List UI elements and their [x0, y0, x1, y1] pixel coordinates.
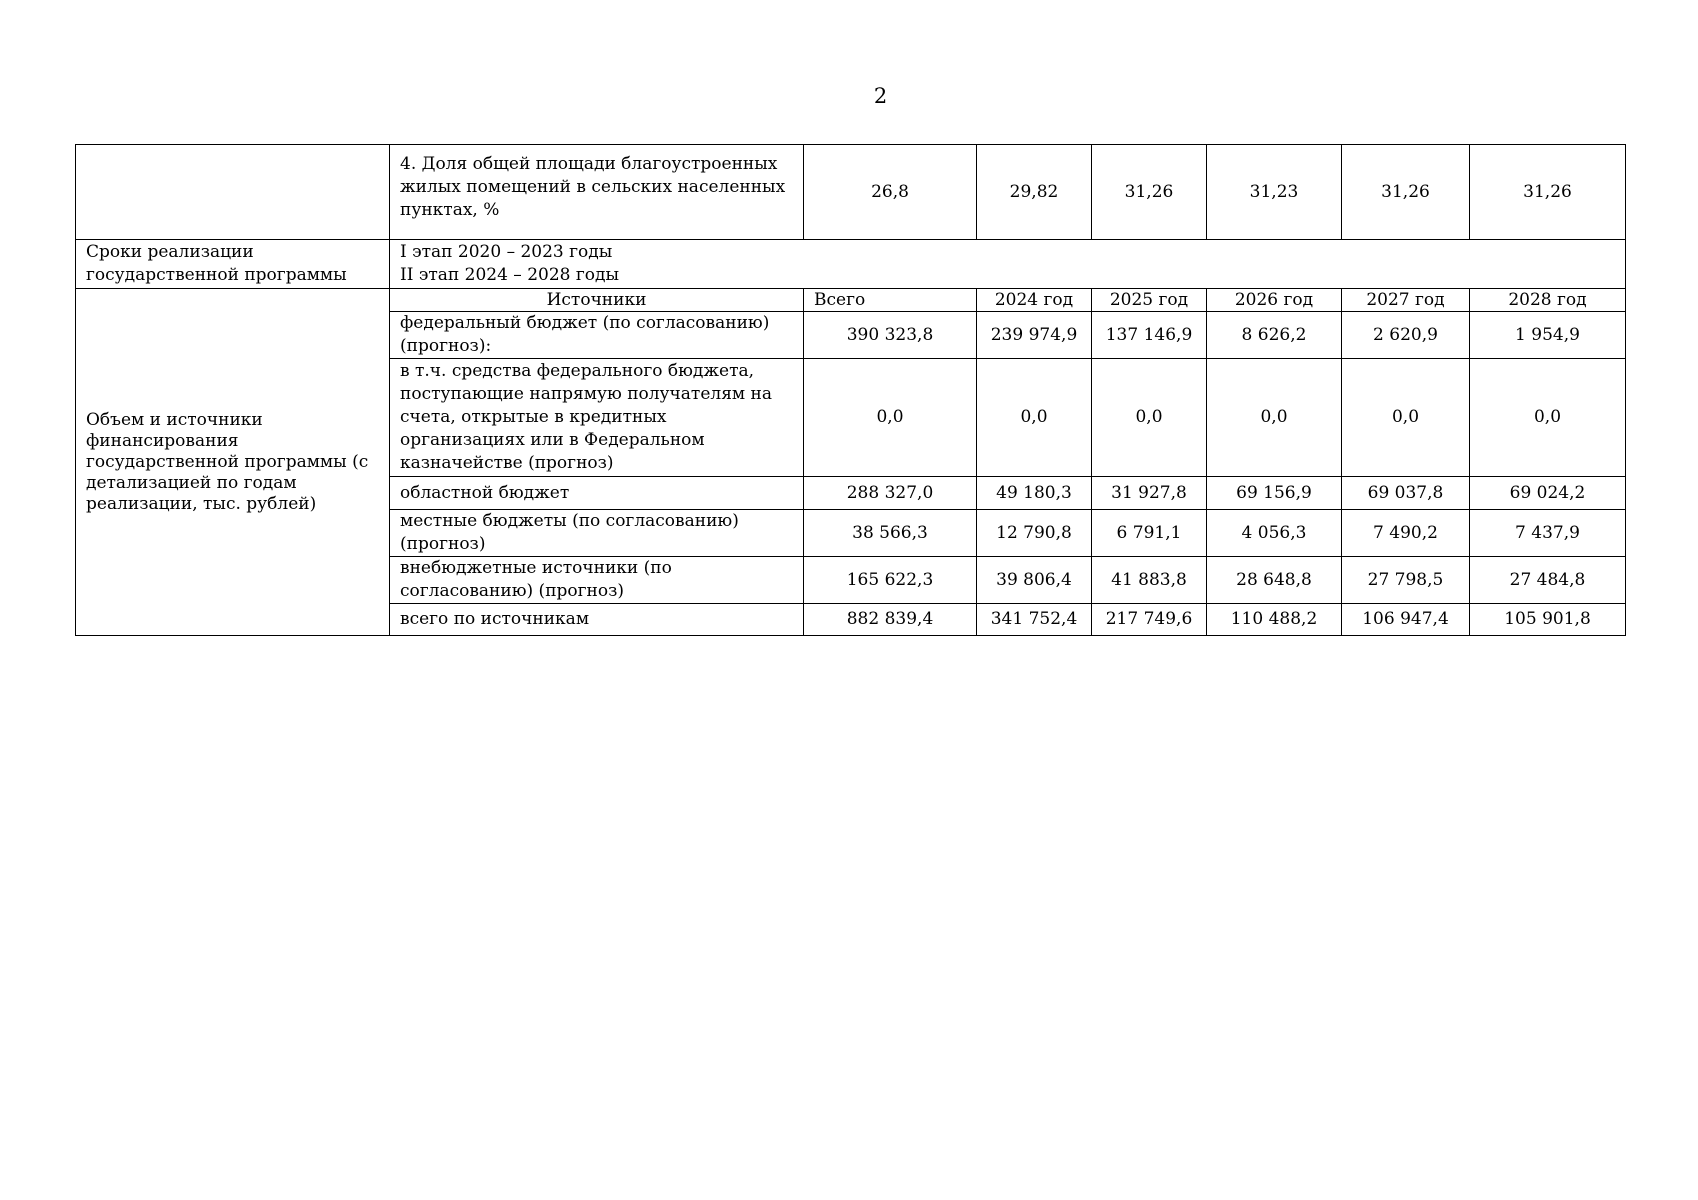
header-year: 2025 год [1092, 289, 1207, 312]
value-cell: 41 883,8 [1092, 557, 1207, 604]
source-name: федеральный бюджет (по согласованию) (прогноз): [390, 312, 804, 359]
source-name: в т.ч. средства федерального бюджета, поступающие напрямую получателям на счета, открытые в кредитных организациях или в Федеральном казначействе (прогноз) [390, 359, 804, 477]
period-stages [390, 240, 1626, 289]
indicator-value: 31,26 [1092, 145, 1207, 240]
value-cell: 27 798,5 [1342, 557, 1470, 604]
source-name: внебюджетные источники (по согласованию) (прогноз) [390, 557, 804, 604]
source-name: местные бюджеты (по согласованию) (прогноз) [390, 510, 804, 557]
financing-label: Объем и источники финансирования государственной программы (с детализацией по годам реализации, тыс. рублей) [76, 289, 390, 636]
page-number: 2 [873, 84, 888, 108]
value-cell: 110 488,2 [1207, 604, 1342, 636]
indicator-value: 31,23 [1207, 145, 1342, 240]
value-cell: 69 024,2 [1470, 477, 1626, 510]
value-cell: 4 056,3 [1207, 510, 1342, 557]
indicator-row [76, 145, 1626, 240]
stage-2: II этап 2024 – 2028 годы [400, 265, 620, 285]
value-cell: 39 806,4 [977, 557, 1092, 604]
value-cell: 69 156,9 [1207, 477, 1342, 510]
value-cell: 0,0 [804, 359, 977, 477]
indicator-value: 31,26 [1470, 145, 1626, 240]
value-cell: 6 791,1 [1092, 510, 1207, 557]
header-year: 2028 год [1470, 289, 1626, 312]
value-cell: 165 622,3 [804, 557, 977, 604]
value-cell: 0,0 [1092, 359, 1207, 477]
value-cell: 341 752,4 [977, 604, 1092, 636]
value-cell: 31 927,8 [1092, 477, 1207, 510]
empty-label-cell [76, 145, 390, 240]
header-year: 2024 год [977, 289, 1092, 312]
source-name: всего по источникам [390, 604, 804, 636]
value-cell: 137 146,9 [1092, 312, 1207, 359]
value-cell: 0,0 [1470, 359, 1626, 477]
value-cell: 27 484,8 [1470, 557, 1626, 604]
indicator-value: 31,26 [1342, 145, 1470, 240]
value-cell: 390 323,8 [804, 312, 977, 359]
header-year: 2026 год [1207, 289, 1342, 312]
value-cell: 49 180,3 [977, 477, 1092, 510]
header-sources: Источники [390, 289, 804, 312]
value-cell: 1 954,9 [1470, 312, 1626, 359]
value-cell: 0,0 [977, 359, 1092, 477]
header-total: Всего [804, 289, 977, 312]
value-cell: 0,0 [1342, 359, 1470, 477]
value-cell: 882 839,4 [804, 604, 977, 636]
value-cell: 7 437,9 [1470, 510, 1626, 557]
stage-1: I этап 2020 – 2023 годы [400, 242, 613, 262]
header-year: 2027 год [1342, 289, 1470, 312]
value-cell: 106 947,4 [1342, 604, 1470, 636]
value-cell: 288 327,0 [804, 477, 977, 510]
value-cell: 7 490,2 [1342, 510, 1470, 557]
value-cell: 0,0 [1207, 359, 1342, 477]
value-cell: 12 790,8 [977, 510, 1092, 557]
value-cell: 105 901,8 [1470, 604, 1626, 636]
financing-header-row [76, 289, 1626, 312]
value-cell: 28 648,8 [1207, 557, 1342, 604]
period-label: Сроки реализации государственной программы [76, 240, 390, 289]
value-cell: 8 626,2 [1207, 312, 1342, 359]
value-cell: 38 566,3 [804, 510, 977, 557]
indicator-value: 29,82 [977, 145, 1092, 240]
indicator-text: 4. Доля общей площади благоустроенных жилых помещений в сельских населенных пунктах, % [390, 145, 804, 240]
value-cell: 2 620,9 [1342, 312, 1470, 359]
value-cell: 69 037,8 [1342, 477, 1470, 510]
period-row [76, 240, 1626, 289]
passport-table [75, 144, 1626, 636]
indicator-value: 26,8 [804, 145, 977, 240]
value-cell: 217 749,6 [1092, 604, 1207, 636]
source-name: областной бюджет [390, 477, 804, 510]
value-cell: 239 974,9 [977, 312, 1092, 359]
